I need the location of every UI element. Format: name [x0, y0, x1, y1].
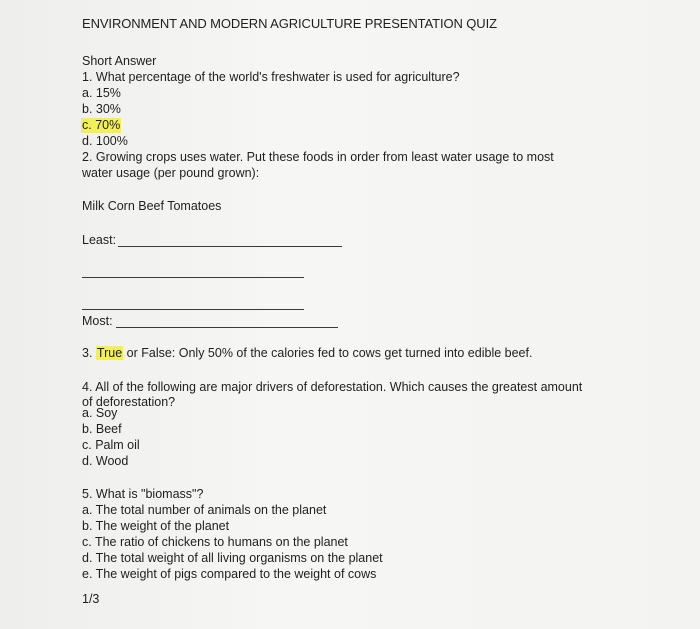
question-1-text: 1. What percentage of the world's freshwater is used for agriculture?: [82, 70, 460, 84]
q3-number: 3.: [82, 346, 93, 360]
question-5-text: 5. What is "biomass"?: [82, 487, 204, 501]
q5-option-c: c. The ratio of chickens to humans on the planet: [82, 535, 348, 549]
question-3-text: [82, 346, 532, 361]
q5-option-b: b. The weight of the planet: [82, 519, 230, 533]
q4-option-b: b. Beef: [82, 422, 122, 436]
q2-answer-line-2: [82, 277, 304, 278]
q5-option-e: e. The weight of pigs compared to the weight of cows: [82, 567, 377, 581]
q2-most-label: Most:: [82, 314, 113, 328]
q4-option-a: a. Soy: [82, 406, 118, 420]
question-4-line-2: of deforestation?: [82, 395, 176, 409]
section-heading: Short Answer: [82, 54, 157, 68]
page-number: 1/3: [82, 592, 100, 606]
q2-answer-line-3: [82, 309, 304, 310]
q1-option-c-highlighted: c. 70%: [82, 118, 121, 132]
q2-least-answer-line: [118, 246, 342, 247]
q5-option-a: a. The total number of animals on the planet: [82, 503, 327, 517]
q1-option-b: b. 30%: [82, 102, 121, 116]
q1-option-d: d. 100%: [82, 134, 128, 148]
q2-most-answer-line: [116, 327, 338, 328]
q1-option-a: a. 15%: [82, 86, 121, 100]
q4-option-c: c. Palm oil: [82, 438, 140, 452]
q3-statement: or False: Only 50% of the calories fed to cows get turned into edible beef.: [126, 346, 533, 360]
q2-foods-list: Milk Corn Beef Tomatoes: [82, 199, 222, 213]
q2-least-label: Least:: [82, 233, 117, 247]
question-4-line-1: 4. All of the following are major drivers of deforestation. Which causes the greatest amount: [82, 380, 583, 394]
q3-true-highlighted: True: [96, 346, 123, 360]
question-2-line-1: 2. Growing crops uses water. Put these foods in order from least water usage to most: [82, 150, 554, 164]
q5-option-d: d. The total weight of all living organisms on the planet: [82, 551, 383, 565]
q4-option-d: d. Wood: [82, 454, 129, 468]
quiz-title: ENVIRONMENT AND MODERN AGRICULTURE PRESENTATION QUIZ: [82, 16, 497, 31]
question-2-line-2: water usage (per pound grown):: [82, 166, 260, 180]
